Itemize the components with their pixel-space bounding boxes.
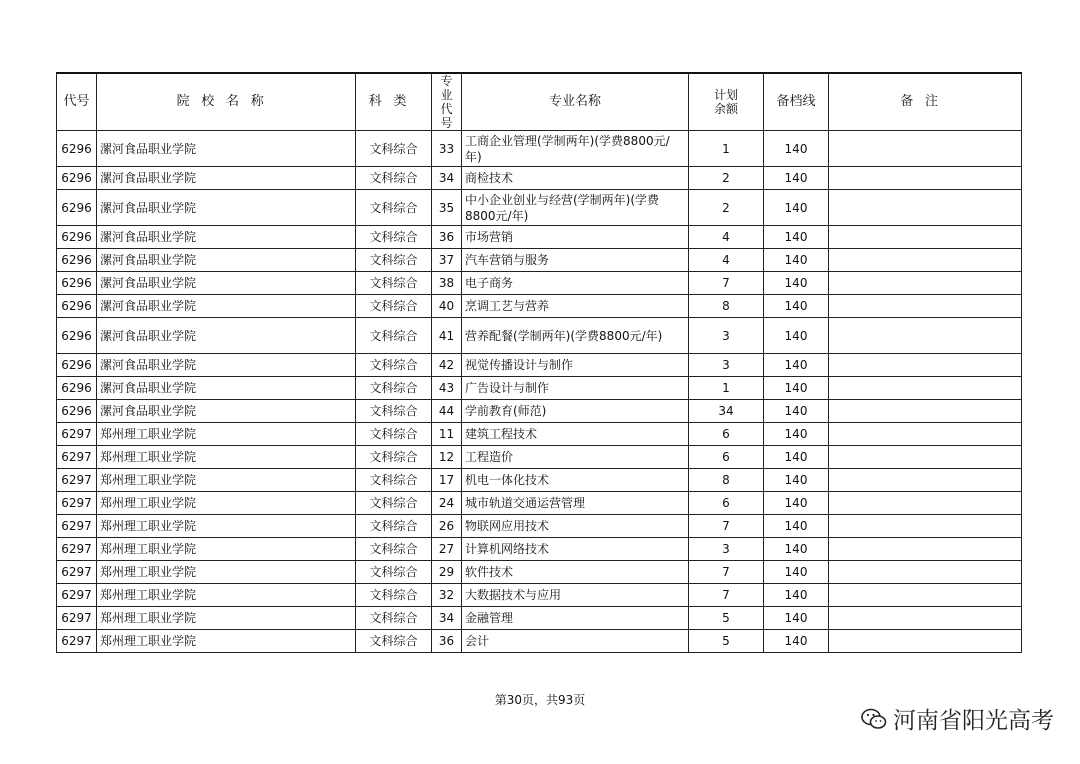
cell-code: 6297 <box>57 607 97 630</box>
cell-note <box>829 492 1022 515</box>
cell-code: 6296 <box>57 377 97 400</box>
cell-category: 文科综合 <box>356 131 432 167</box>
header-major-code: 专业代号 <box>432 73 462 131</box>
cell-school: 郑州理工职业学院 <box>97 607 356 630</box>
cell-category: 文科综合 <box>356 249 432 272</box>
cell-note <box>829 446 1022 469</box>
cell-line: 140 <box>764 272 829 295</box>
table-row <box>57 584 1022 607</box>
cell-note <box>829 561 1022 584</box>
cell-line: 140 <box>764 318 829 354</box>
cell-code: 6296 <box>57 249 97 272</box>
cell-major-code: 12 <box>432 446 462 469</box>
header-plan-left: 计划余额 <box>689 73 764 131</box>
cell-plan-left: 6 <box>689 446 764 469</box>
cell-line: 140 <box>764 515 829 538</box>
table-header-row <box>57 73 1022 131</box>
header-note: 备注 <box>829 73 1022 131</box>
cell-plan-left: 7 <box>689 561 764 584</box>
cell-category: 文科综合 <box>356 423 432 446</box>
table-row <box>57 630 1022 653</box>
cell-major-name: 金融管理 <box>462 607 689 630</box>
table-row <box>57 226 1022 249</box>
cell-major-code: 36 <box>432 226 462 249</box>
cell-note <box>829 131 1022 167</box>
admission-table <box>56 72 1022 653</box>
cell-category: 文科综合 <box>356 295 432 318</box>
cell-school: 漯河食品职业学院 <box>97 318 356 354</box>
cell-major-code: 37 <box>432 249 462 272</box>
cell-note <box>829 469 1022 492</box>
cell-line: 140 <box>764 561 829 584</box>
cell-school: 郑州理工职业学院 <box>97 538 356 561</box>
cell-school: 郑州理工职业学院 <box>97 446 356 469</box>
cell-code: 6297 <box>57 561 97 584</box>
cell-school: 漯河食品职业学院 <box>97 190 356 226</box>
cell-note <box>829 354 1022 377</box>
cell-plan-left: 3 <box>689 318 764 354</box>
table-row <box>57 318 1022 354</box>
table-row <box>57 167 1022 190</box>
brand-watermark <box>861 702 1054 735</box>
header-category: 科类 <box>356 73 432 131</box>
cell-school: 郑州理工职业学院 <box>97 423 356 446</box>
cell-category: 文科综合 <box>356 190 432 226</box>
cell-code: 6296 <box>57 400 97 423</box>
cell-code: 6296 <box>57 167 97 190</box>
cell-major-name: 会计 <box>462 630 689 653</box>
cell-note <box>829 272 1022 295</box>
cell-code: 6296 <box>57 354 97 377</box>
cell-note <box>829 295 1022 318</box>
cell-code: 6297 <box>57 446 97 469</box>
cell-plan-left: 2 <box>689 190 764 226</box>
cell-category: 文科综合 <box>356 400 432 423</box>
cell-major-code: 40 <box>432 295 462 318</box>
table-row <box>57 515 1022 538</box>
table-row <box>57 354 1022 377</box>
cell-category: 文科综合 <box>356 561 432 584</box>
cell-major-name: 建筑工程技术 <box>462 423 689 446</box>
cell-major-name: 视觉传播设计与制作 <box>462 354 689 377</box>
table-row <box>57 190 1022 226</box>
cell-category: 文科综合 <box>356 492 432 515</box>
cell-major-code: 43 <box>432 377 462 400</box>
cell-major-name: 物联网应用技术 <box>462 515 689 538</box>
table-row <box>57 538 1022 561</box>
cell-plan-left: 4 <box>689 249 764 272</box>
table-row <box>57 561 1022 584</box>
cell-note <box>829 190 1022 226</box>
table-row <box>57 131 1022 167</box>
cell-school: 漯河食品职业学院 <box>97 400 356 423</box>
cell-major-code: 42 <box>432 354 462 377</box>
cell-plan-left: 5 <box>689 630 764 653</box>
cell-plan-left: 7 <box>689 584 764 607</box>
cell-major-code: 29 <box>432 561 462 584</box>
cell-line: 140 <box>764 492 829 515</box>
cell-code: 6297 <box>57 584 97 607</box>
cell-plan-left: 8 <box>689 469 764 492</box>
cell-plan-left: 3 <box>689 538 764 561</box>
cell-major-code: 32 <box>432 584 462 607</box>
cell-note <box>829 377 1022 400</box>
cell-major-name: 工程造价 <box>462 446 689 469</box>
cell-line: 140 <box>764 423 829 446</box>
cell-plan-left: 1 <box>689 131 764 167</box>
cell-line: 140 <box>764 630 829 653</box>
cell-line: 140 <box>764 167 829 190</box>
cell-code: 6296 <box>57 272 97 295</box>
cell-code: 6296 <box>57 295 97 318</box>
header-school: 院校名称 <box>97 73 356 131</box>
wechat-icon <box>861 708 887 730</box>
cell-plan-left: 2 <box>689 167 764 190</box>
cell-major-code: 26 <box>432 515 462 538</box>
cell-note <box>829 584 1022 607</box>
cell-plan-left: 8 <box>689 295 764 318</box>
cell-major-code: 27 <box>432 538 462 561</box>
cell-note <box>829 226 1022 249</box>
cell-category: 文科综合 <box>356 272 432 295</box>
cell-major-code: 34 <box>432 607 462 630</box>
cell-major-name: 机电一体化技术 <box>462 469 689 492</box>
cell-school: 漯河食品职业学院 <box>97 167 356 190</box>
cell-code: 6297 <box>57 515 97 538</box>
cell-major-name: 电子商务 <box>462 272 689 295</box>
cell-code: 6297 <box>57 492 97 515</box>
cell-category: 文科综合 <box>356 318 432 354</box>
cell-line: 140 <box>764 295 829 318</box>
cell-code: 6296 <box>57 318 97 354</box>
table-row <box>57 446 1022 469</box>
cell-note <box>829 423 1022 446</box>
cell-plan-left: 6 <box>689 492 764 515</box>
page-number: 第30页，共93页 <box>494 693 586 707</box>
table-row <box>57 249 1022 272</box>
table-row <box>57 400 1022 423</box>
cell-plan-left: 4 <box>689 226 764 249</box>
cell-note <box>829 515 1022 538</box>
cell-plan-left: 7 <box>689 515 764 538</box>
cell-plan-left: 34 <box>689 400 764 423</box>
cell-school: 郑州理工职业学院 <box>97 561 356 584</box>
cell-school: 漯河食品职业学院 <box>97 131 356 167</box>
cell-school: 漯河食品职业学院 <box>97 354 356 377</box>
table-row <box>57 377 1022 400</box>
table-row <box>57 423 1022 446</box>
cell-category: 文科综合 <box>356 607 432 630</box>
header-code: 代号 <box>57 73 97 131</box>
cell-school: 郑州理工职业学院 <box>97 515 356 538</box>
cell-major-code: 24 <box>432 492 462 515</box>
cell-line: 140 <box>764 249 829 272</box>
cell-school: 郑州理工职业学院 <box>97 584 356 607</box>
cell-major-code: 11 <box>432 423 462 446</box>
cell-line: 140 <box>764 469 829 492</box>
cell-school: 漯河食品职业学院 <box>97 249 356 272</box>
cell-major-code: 38 <box>432 272 462 295</box>
cell-school: 郑州理工职业学院 <box>97 492 356 515</box>
cell-school: 郑州理工职业学院 <box>97 630 356 653</box>
cell-note <box>829 538 1022 561</box>
cell-major-name: 大数据技术与应用 <box>462 584 689 607</box>
cell-category: 文科综合 <box>356 515 432 538</box>
cell-major-name: 城市轨道交通运营管理 <box>462 492 689 515</box>
cell-category: 文科综合 <box>356 469 432 492</box>
cell-major-code: 33 <box>432 131 462 167</box>
cell-major-name: 广告设计与制作 <box>462 377 689 400</box>
cell-line: 140 <box>764 354 829 377</box>
cell-note <box>829 400 1022 423</box>
cell-category: 文科综合 <box>356 226 432 249</box>
cell-major-name: 工商企业管理(学制两年)(学费8800元/年) <box>462 131 689 167</box>
cell-code: 6297 <box>57 630 97 653</box>
cell-major-name: 商检技术 <box>462 167 689 190</box>
table-body <box>57 131 1022 653</box>
header-line: 备档线 <box>764 73 829 131</box>
cell-major-code: 44 <box>432 400 462 423</box>
cell-major-code: 34 <box>432 167 462 190</box>
cell-major-code: 35 <box>432 190 462 226</box>
cell-line: 140 <box>764 584 829 607</box>
cell-major-code: 17 <box>432 469 462 492</box>
cell-code: 6297 <box>57 423 97 446</box>
cell-category: 文科综合 <box>356 167 432 190</box>
cell-code: 6296 <box>57 190 97 226</box>
cell-school: 漯河食品职业学院 <box>97 295 356 318</box>
table-row <box>57 607 1022 630</box>
cell-major-name: 计算机网络技术 <box>462 538 689 561</box>
cell-major-name: 市场营销 <box>462 226 689 249</box>
cell-line: 140 <box>764 377 829 400</box>
cell-plan-left: 1 <box>689 377 764 400</box>
cell-plan-left: 3 <box>689 354 764 377</box>
cell-school: 郑州理工职业学院 <box>97 469 356 492</box>
header-major-name: 专业名称 <box>462 73 689 131</box>
cell-major-code: 41 <box>432 318 462 354</box>
cell-plan-left: 7 <box>689 272 764 295</box>
cell-category: 文科综合 <box>356 584 432 607</box>
table-row <box>57 469 1022 492</box>
cell-note <box>829 167 1022 190</box>
cell-code: 6297 <box>57 538 97 561</box>
brand-name: 河南省阳光高考 <box>893 708 1054 734</box>
cell-category: 文科综合 <box>356 446 432 469</box>
cell-line: 140 <box>764 131 829 167</box>
cell-major-name: 学前教育(师范) <box>462 400 689 423</box>
cell-line: 140 <box>764 400 829 423</box>
cell-code: 6296 <box>57 226 97 249</box>
cell-note <box>829 318 1022 354</box>
cell-note <box>829 630 1022 653</box>
cell-major-name: 汽车营销与服务 <box>462 249 689 272</box>
table-row <box>57 295 1022 318</box>
cell-category: 文科综合 <box>356 377 432 400</box>
cell-school: 漯河食品职业学院 <box>97 226 356 249</box>
table-row <box>57 272 1022 295</box>
cell-major-name: 烹调工艺与营养 <box>462 295 689 318</box>
cell-category: 文科综合 <box>356 354 432 377</box>
cell-line: 140 <box>764 190 829 226</box>
cell-school: 漯河食品职业学院 <box>97 272 356 295</box>
cell-line: 140 <box>764 226 829 249</box>
cell-code: 6296 <box>57 131 97 167</box>
cell-plan-left: 6 <box>689 423 764 446</box>
cell-plan-left: 5 <box>689 607 764 630</box>
cell-line: 140 <box>764 446 829 469</box>
cell-note <box>829 249 1022 272</box>
admission-table-sheet <box>56 72 1022 653</box>
cell-major-name: 软件技术 <box>462 561 689 584</box>
cell-category: 文科综合 <box>356 538 432 561</box>
table-row <box>57 492 1022 515</box>
cell-major-code: 36 <box>432 630 462 653</box>
cell-category: 文科综合 <box>356 630 432 653</box>
cell-line: 140 <box>764 607 829 630</box>
cell-code: 6297 <box>57 469 97 492</box>
cell-school: 漯河食品职业学院 <box>97 377 356 400</box>
cell-line: 140 <box>764 538 829 561</box>
cell-major-name: 营养配餐(学制两年)(学费8800元/年) <box>462 318 689 354</box>
cell-major-name: 中小企业创业与经营(学制两年)(学费8800元/年) <box>462 190 689 226</box>
cell-note <box>829 607 1022 630</box>
